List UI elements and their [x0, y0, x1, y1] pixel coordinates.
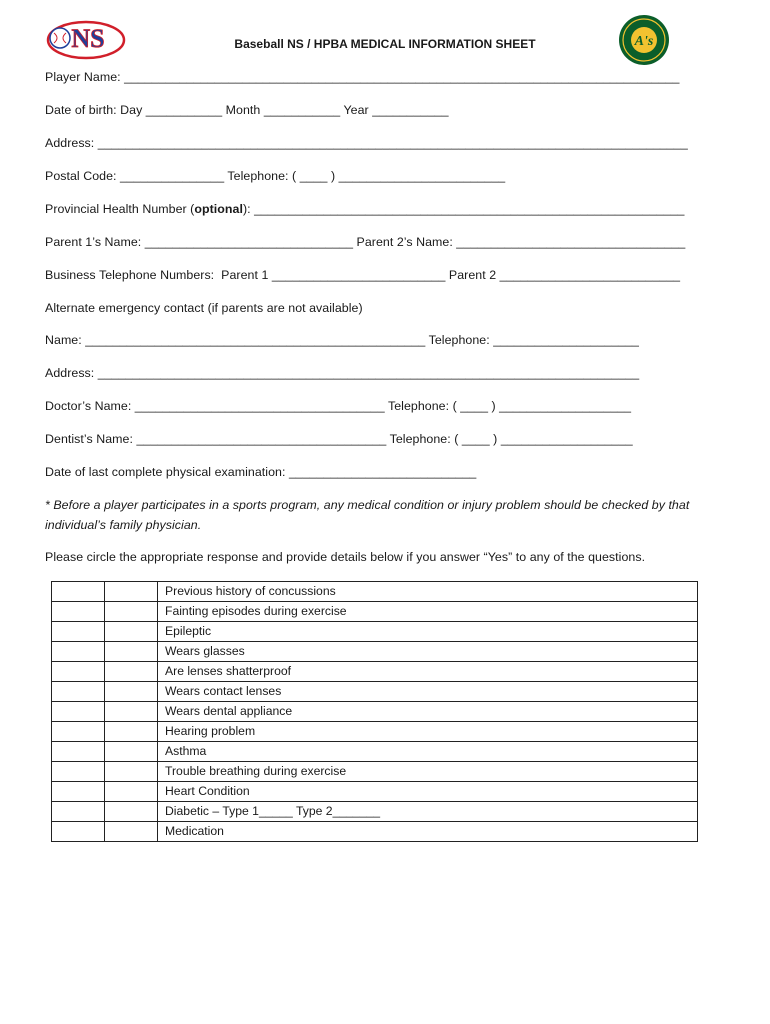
table-row: [52, 602, 698, 622]
svg-text:NS: NS: [71, 24, 105, 53]
health-number-field[interactable]: [45, 202, 684, 216]
dentist-field[interactable]: Dentist’s Name: ____________________________________ Telephone: ( ____ ) ___________________: [45, 432, 633, 446]
no-cell[interactable]: [105, 682, 158, 702]
no-cell[interactable]: [105, 662, 158, 682]
no-cell[interactable]: [105, 702, 158, 722]
yes-cell[interactable]: [52, 602, 105, 622]
no-cell[interactable]: [105, 802, 158, 822]
dob-year-field[interactable]: Year ___________: [340, 103, 449, 117]
condition-label: Medication: [158, 822, 698, 842]
no-cell[interactable]: [105, 742, 158, 762]
dob-month-field[interactable]: Month ___________: [222, 103, 341, 117]
no-cell[interactable]: [105, 822, 158, 842]
condition-label: Wears glasses: [158, 642, 698, 662]
condition-label: Asthma: [158, 742, 698, 762]
table-row: [52, 822, 698, 842]
parents-names-field[interactable]: Parent 1’s Name: ______________________________ Parent 2’s Name: _________________________________: [45, 235, 686, 249]
table-row: [52, 782, 698, 802]
yes-cell[interactable]: [52, 802, 105, 822]
physical-exam-field[interactable]: Date of last complete physical examination: ___________________________: [45, 465, 477, 479]
no-cell[interactable]: [105, 722, 158, 742]
condition-label: Heart Condition: [158, 782, 698, 802]
date-of-birth-row: [45, 103, 449, 117]
condition-label: Diabetic – Type 1_____ Type 2_______: [158, 802, 698, 822]
no-cell[interactable]: [105, 622, 158, 642]
address-field[interactable]: Address: _____________________________________________________________________________________: [45, 136, 688, 150]
yes-cell[interactable]: [52, 782, 105, 802]
alt-name-phone-field[interactable]: Name: _________________________________________________ Telephone: _____________________: [45, 333, 639, 347]
condition-label: Wears contact lenses: [158, 682, 698, 702]
table-row: [52, 582, 698, 602]
physician-note-line1: * Before a player participates in a sports program, any medical condition or injury problem should be checked by that: [45, 498, 690, 512]
player-name-field[interactable]: Player Name: ________________________________________________________________________________: [45, 70, 680, 84]
table-row: [52, 622, 698, 642]
postal-phone-field[interactable]: Postal Code: _______________ Telephone: ( ____ ) ________________________: [45, 169, 506, 183]
doctor-field[interactable]: Doctor’s Name: ____________________________________ Telephone: ( ____ ) ___________________: [45, 399, 632, 413]
table-row: [52, 682, 698, 702]
svg-text:A's: A's: [634, 34, 654, 49]
business-phones-field[interactable]: Business Telephone Numbers: Parent 1 _________________________ Parent 2 __________________________: [45, 268, 681, 282]
condition-label: Fainting episodes during exercise: [158, 602, 698, 622]
health-label-suffix: ): ______________________________________________________________: [242, 202, 685, 216]
yes-cell[interactable]: [52, 622, 105, 642]
table-row: [52, 742, 698, 762]
condition-label: Wears dental appliance: [158, 702, 698, 722]
condition-label: Previous history of concussions: [158, 582, 698, 602]
table-row: [52, 762, 698, 782]
table-row: [52, 662, 698, 682]
health-optional-label: optional: [194, 202, 243, 216]
alt-address-field[interactable]: Address: ______________________________________________________________________________: [45, 366, 640, 380]
condition-label: Hearing problem: [158, 722, 698, 742]
yes-cell[interactable]: [52, 722, 105, 742]
no-cell[interactable]: [105, 642, 158, 662]
dob-day-field[interactable]: Date of birth: Day ___________: [45, 103, 223, 117]
table-row: [52, 722, 698, 742]
page-title: Baseball NS / HPBA MEDICAL INFORMATION SHEET: [234, 37, 536, 51]
conditions-table: [51, 581, 698, 842]
yes-cell[interactable]: [52, 742, 105, 762]
condition-label: Trouble breathing during exercise: [158, 762, 698, 782]
table-row: [52, 802, 698, 822]
yes-cell[interactable]: [52, 582, 105, 602]
condition-label: Are lenses shatterproof: [158, 662, 698, 682]
no-cell[interactable]: [105, 582, 158, 602]
no-cell[interactable]: [105, 782, 158, 802]
instructions-text: Please circle the appropriate response and provide details below if you answer “Yes” to any of the questions.: [45, 550, 646, 564]
health-label-prefix: Provincial Health Number (: [45, 202, 195, 216]
alt-contact-heading: Alternate emergency contact (if parents are not available): [45, 301, 363, 315]
yes-cell[interactable]: [52, 642, 105, 662]
yes-cell[interactable]: [52, 762, 105, 782]
yes-cell[interactable]: [52, 822, 105, 842]
no-cell[interactable]: [105, 602, 158, 622]
yes-cell[interactable]: [52, 702, 105, 722]
physician-note-line2: individual’s family physician.: [45, 518, 202, 532]
table-row: [52, 702, 698, 722]
yes-cell[interactable]: [52, 682, 105, 702]
table-row: [52, 642, 698, 662]
no-cell[interactable]: [105, 762, 158, 782]
condition-label: Epileptic: [158, 622, 698, 642]
yes-cell[interactable]: [52, 662, 105, 682]
